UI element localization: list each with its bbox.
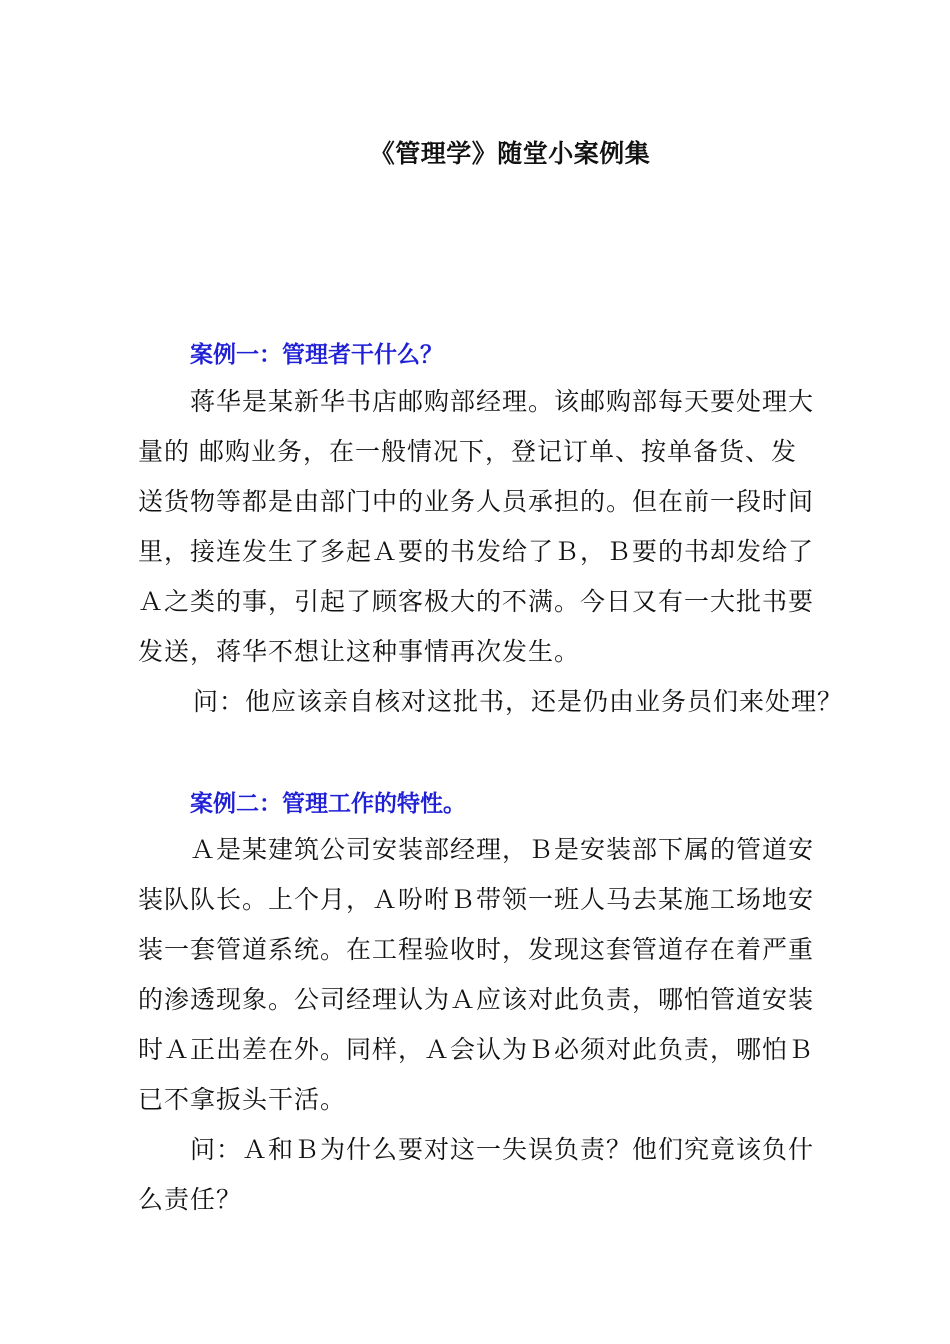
case1-heading: 案例一：管理者干什么？: [190, 342, 443, 368]
case1-question: 问：他应该亲自核对这批书，还是仍由业务员们来处理？: [193, 687, 844, 716]
case2-heading: 案例二：管理工作的特性。: [190, 791, 466, 817]
case2-question: 问：Ａ和Ｂ为什么要对这一失误负责？他们究竟该负什么责任？: [138, 1135, 815, 1214]
case2-body: Ａ是某建筑公司安装部经理，Ｂ是安装部下属的管道安装队队长。上个月，Ａ吩咐Ｂ带领一班人马去某施工场地安装一套管道系统。在工程验收时，发现这套管道存在着严重的渗透现象。公司经理认为Ａ应该对此负责，哪怕管道安装时Ａ正出差在外。同样，Ａ会认为Ｂ必须对此负责，哪怕Ｂ已不拿扳头干活。: [138, 835, 815, 1114]
document-title: 《管理学》随堂小案例集: [369, 139, 651, 168]
case1-body: 蒋华是某新华书店邮购部经理。该邮购部每天要处理大量的 邮购业务，在一般情况下，登记订单、按单备货、发送货物等都是由部门中的业务人员承担的。但在前一段时间里，接连发生了多起Ａ要的书发给了Ｂ，Ｂ要的书却发给了Ａ之类的事，引起了顾客极大的不满。今日又有一大批书要发送，蒋华不想让这种事情再次发生。: [138, 387, 815, 666]
